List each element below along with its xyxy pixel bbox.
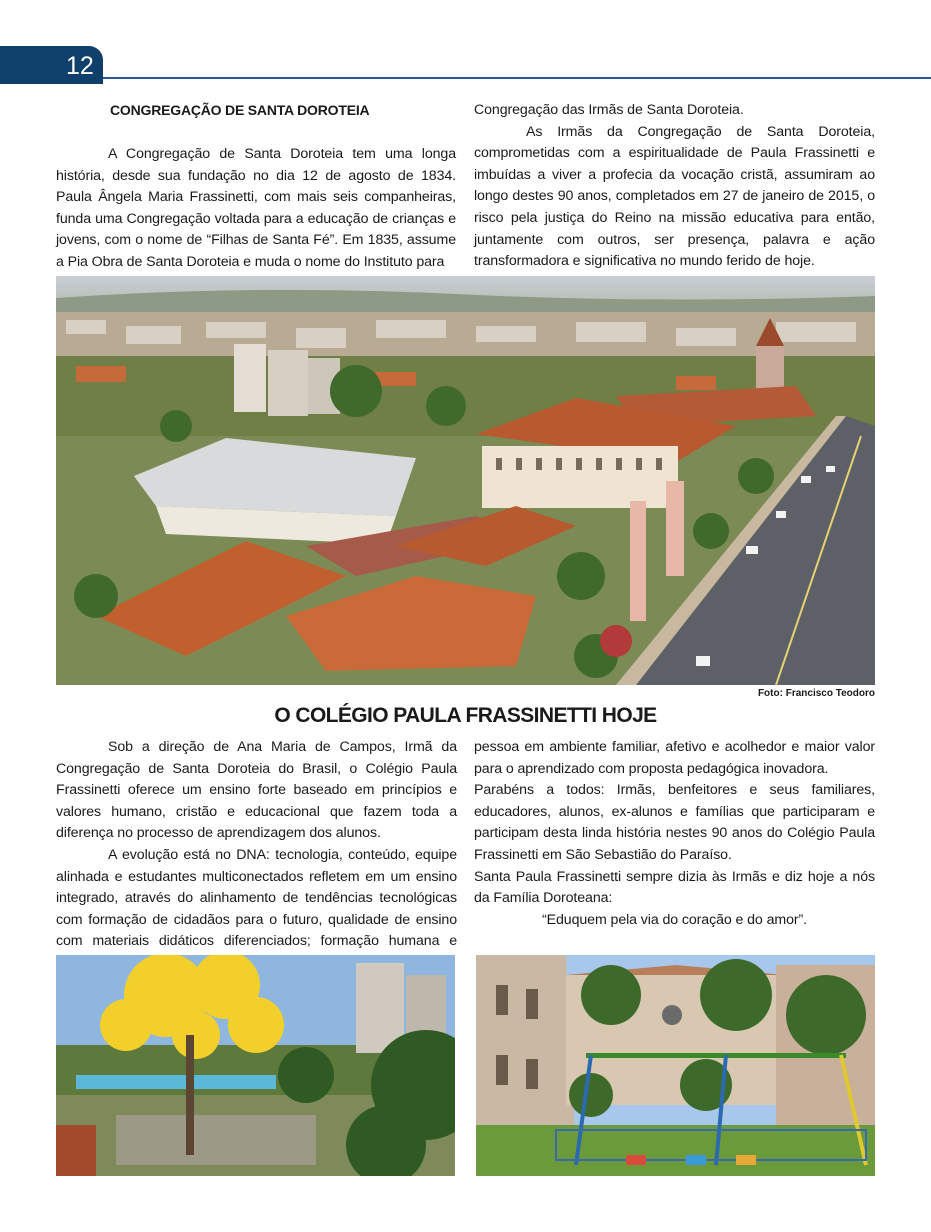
photo-school-courtyard [476,955,875,1176]
photo-credit: Foto: Francisco Teodoro [757,688,875,699]
aerial-photo-college [56,276,875,685]
section-heading: CONGREGAÇÃO DE SANTA DOROTEIA [110,102,370,118]
paragraph: As Irmãs da Congregação de Santa Doroteia, comprometidas com a espiritualidade de Paula Frassinetti e imbuídas a viver a profecia da vocação cristã, assumiram ao longo destes 90 anos, completados em 27 de janeiro de 2015, o risco pela justiça do Reino na missão educativa para então, juntamente com outros, ser presença, palavra e ação transformadora e significativa no mundo ferido de hoje. [474,123,875,270]
quote: “Eduquem pela via do coração e do amor”. [542,911,807,928]
paragraph: pessoa em ambiente familiar, afetivo e acolhedor e maior valor para o aprendizado com proposta pedagógica inovadora. [474,739,875,777]
paragraph: A Congregação de Santa Doroteia tem uma longa história, desde sua fundação no dia 12 de agosto de 1834. Paula Ângela Maria Frassinetti, com mais seis companheiras, funda uma Congregação voltada para a educação de crianças e jovens, com o nome de “Filhas de Santa Fé”. Em 1835, assume a Pia Obra de Santa Doroteia e muda o nome do Instituto para [56,146,456,270]
right-column-section2 [474,737,875,931]
paragraph: A evolução está no DNA: tecnologia, conteúdo, equipe alinhada e estudantes multiconectados refletem em um ensino integrado, através do alinhamento de tendências tecnológicas com formação de cidadãos para o futuro, qualidade de ensino com materiais didáticos diferenciados; formação humana e [56,846,457,950]
paragraph-continuation: Congregação das Irmãs de Santa Doroteia. [474,102,744,118]
paragraph: Santa Paula Frassinetti sempre dizia às Irmãs e diz hoje a nós da Família Doroteana: [474,868,875,907]
section-title: O COLÉGIO PAULA FRASSINETTI HOJE [274,704,657,727]
right-column-section1 [474,100,875,273]
left-column-section2 [56,737,457,975]
page-number: 12 [66,52,94,80]
paragraph: Sob a direção de Ana Maria de Campos, Irmã da Congregação de Santa Doroteia do Brasil, o Colégio Paula Frassinetti oferece um ensino forte baseado em princípios e valores humano, cristão e educacional que fazem toda a diferença no processo de aprendizagem dos alunos. [56,739,457,842]
left-column-section1 [56,144,456,274]
photo-campus-garden [56,955,455,1176]
paragraph: Parabéns a todos: Irmãs, benfeitores e seus familiares, educadores, alunos, ex-alunos e famílias que participaram e participam desta linda história nestes 90 anos do Colégio Paula Frassinetti em São Sebastião do Paraíso. [474,782,875,863]
header-rule [103,77,931,79]
